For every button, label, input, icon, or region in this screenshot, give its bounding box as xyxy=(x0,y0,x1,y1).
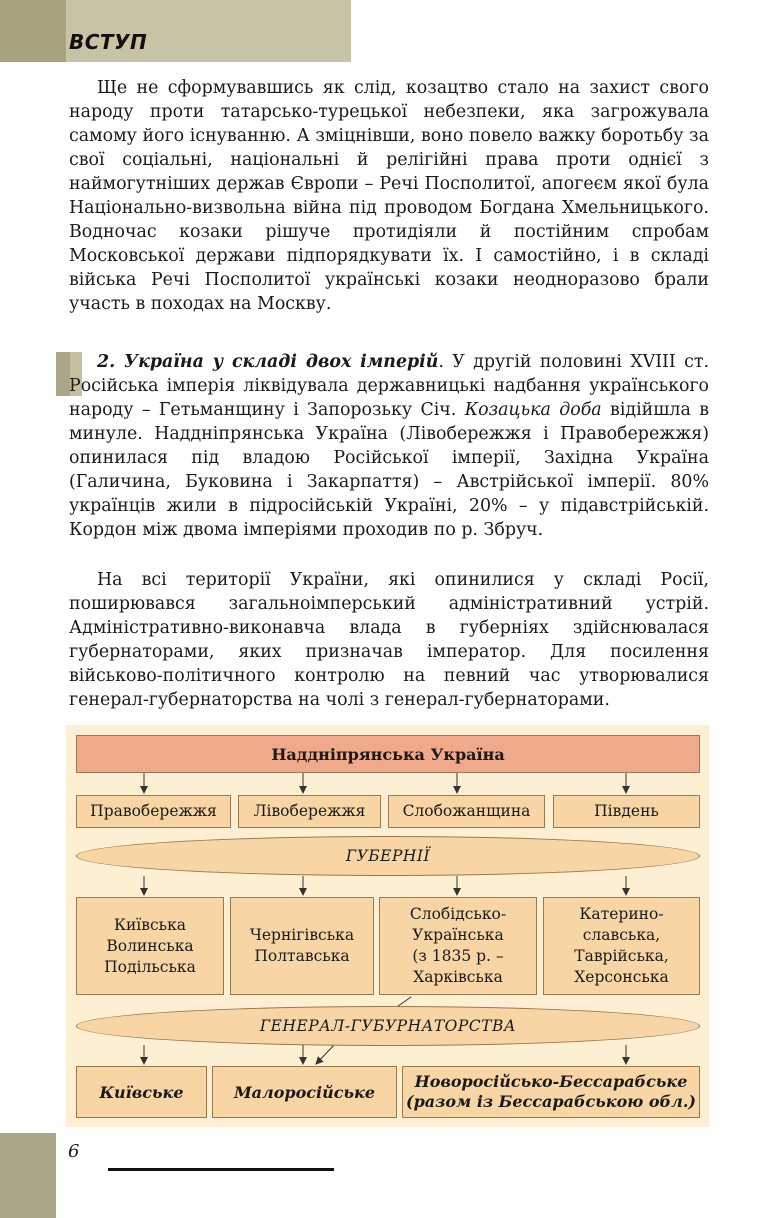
footer-accent-block xyxy=(0,1133,56,1218)
paragraph-cossacks xyxy=(69,76,709,316)
gubernii-ellipse: ГУБЕРНІЇ xyxy=(76,836,700,876)
governorate-box xyxy=(402,1066,700,1118)
paragraph-two-empires xyxy=(69,350,709,542)
governorate-note: (разом із Бессарабською обл.) xyxy=(406,1092,696,1111)
gubernia-name: Херсонська xyxy=(574,968,669,986)
section-title: ВСТУП xyxy=(69,30,148,54)
gubernia-name: Катерино- xyxy=(579,905,664,923)
gubernia-name: Таврійська, xyxy=(574,947,669,965)
page-number: 6 xyxy=(68,1141,80,1162)
region-box: Правобережжя xyxy=(76,795,231,828)
paragraph-text: Ще не сформувавшись як слід, козацтво стало на захист свого народу проти татарсько-турецької небезпеки, яка загрожувала самому його існуванню. А зміцнівши, воно повело важку боротьбу за свої соціальні, національні й релігійні права проти однієї з наймогутніших держав Європи – Речі Посполитої, апогеєм якої була Національно-визвольна війна під проводом Богдана Хмельницького. Водночас козаки рішуче протидіяли й постійним спробам Московської держави підпорядкувати їх. І самостійно, і в складі війська Речі Посполитої українські козаки неодноразово брали участь в походах на Москву. xyxy=(69,78,709,314)
gubernia-name: Харківська xyxy=(413,968,503,986)
gubernia-name: Полтавська xyxy=(254,947,350,965)
subsection-heading: 2. Україна у складі двох імперій xyxy=(97,352,439,372)
gubernia-name: Слобідсько- xyxy=(409,905,507,923)
gubernia-box xyxy=(543,897,700,995)
section-marker xyxy=(56,352,70,396)
italic-term: Козацька доба xyxy=(464,400,602,420)
region-box: Лівобережжя xyxy=(238,795,381,828)
gubernia-name: Українська xyxy=(412,926,504,944)
region-box: Слобожанщина xyxy=(388,795,545,828)
gubernia-name: Київська xyxy=(113,915,187,934)
gubernia-name: Чернігівська xyxy=(249,926,355,944)
gubernia-box xyxy=(76,897,224,995)
gubernia-name: славська, xyxy=(582,926,661,944)
footer-rule xyxy=(108,1168,334,1171)
paragraph-administration xyxy=(69,568,709,712)
governorates-ellipse: ГЕНЕРАЛ-ГУБУРНАТОРСТВА xyxy=(76,1006,700,1046)
governorate-name: Новоросійсько-Бессарабське xyxy=(414,1072,688,1091)
header-accent-block xyxy=(0,0,66,62)
governorate-box: Малоросійське xyxy=(212,1066,397,1118)
paragraph-text: відійшла в минуле. Наддніпрянська Україна (Лівобережжя і Правобережжя) опинилася під владою Російської імперії, Західна Україна (Галичина, Буковина і Закарпаття) – Австрійської імперії. 80% українців жили в підросійській Україні, 20% – у підавстрійській. Кордон між двома імперіями проходив по р. Збруч. xyxy=(69,400,709,540)
gubernia-box xyxy=(230,897,374,995)
gubernia-name: Волинська xyxy=(106,936,194,955)
administrative-diagram xyxy=(66,725,709,1127)
paragraph-text: На всі території України, які опинилися у складі Росії, поширювався загальноімперський адміністративний устрій. Адміністративно-виконавча влада в губерніях здійснювалася губернаторами, яких призначав імператор. Для посилення військово-політичного контролю на певний час утворювалися генерал-губернаторства на чолі з генерал-губернаторами. xyxy=(69,570,709,710)
gubernia-name: (з 1835 р. – xyxy=(412,947,504,965)
paragraph-text: . У другій половині XVIII ст. Російська імперія ліквідувала державницькі надбання українського народу – Гетьманщину і Запорозьку Січ. xyxy=(69,352,710,420)
gubernia-box xyxy=(379,897,537,995)
gubernia-name: Подільська xyxy=(104,957,196,976)
region-box: Південь xyxy=(553,795,700,828)
arrow xyxy=(316,1043,336,1064)
top-box: Наддніпрянська Україна xyxy=(76,735,700,773)
governorate-box: Київське xyxy=(76,1066,207,1118)
